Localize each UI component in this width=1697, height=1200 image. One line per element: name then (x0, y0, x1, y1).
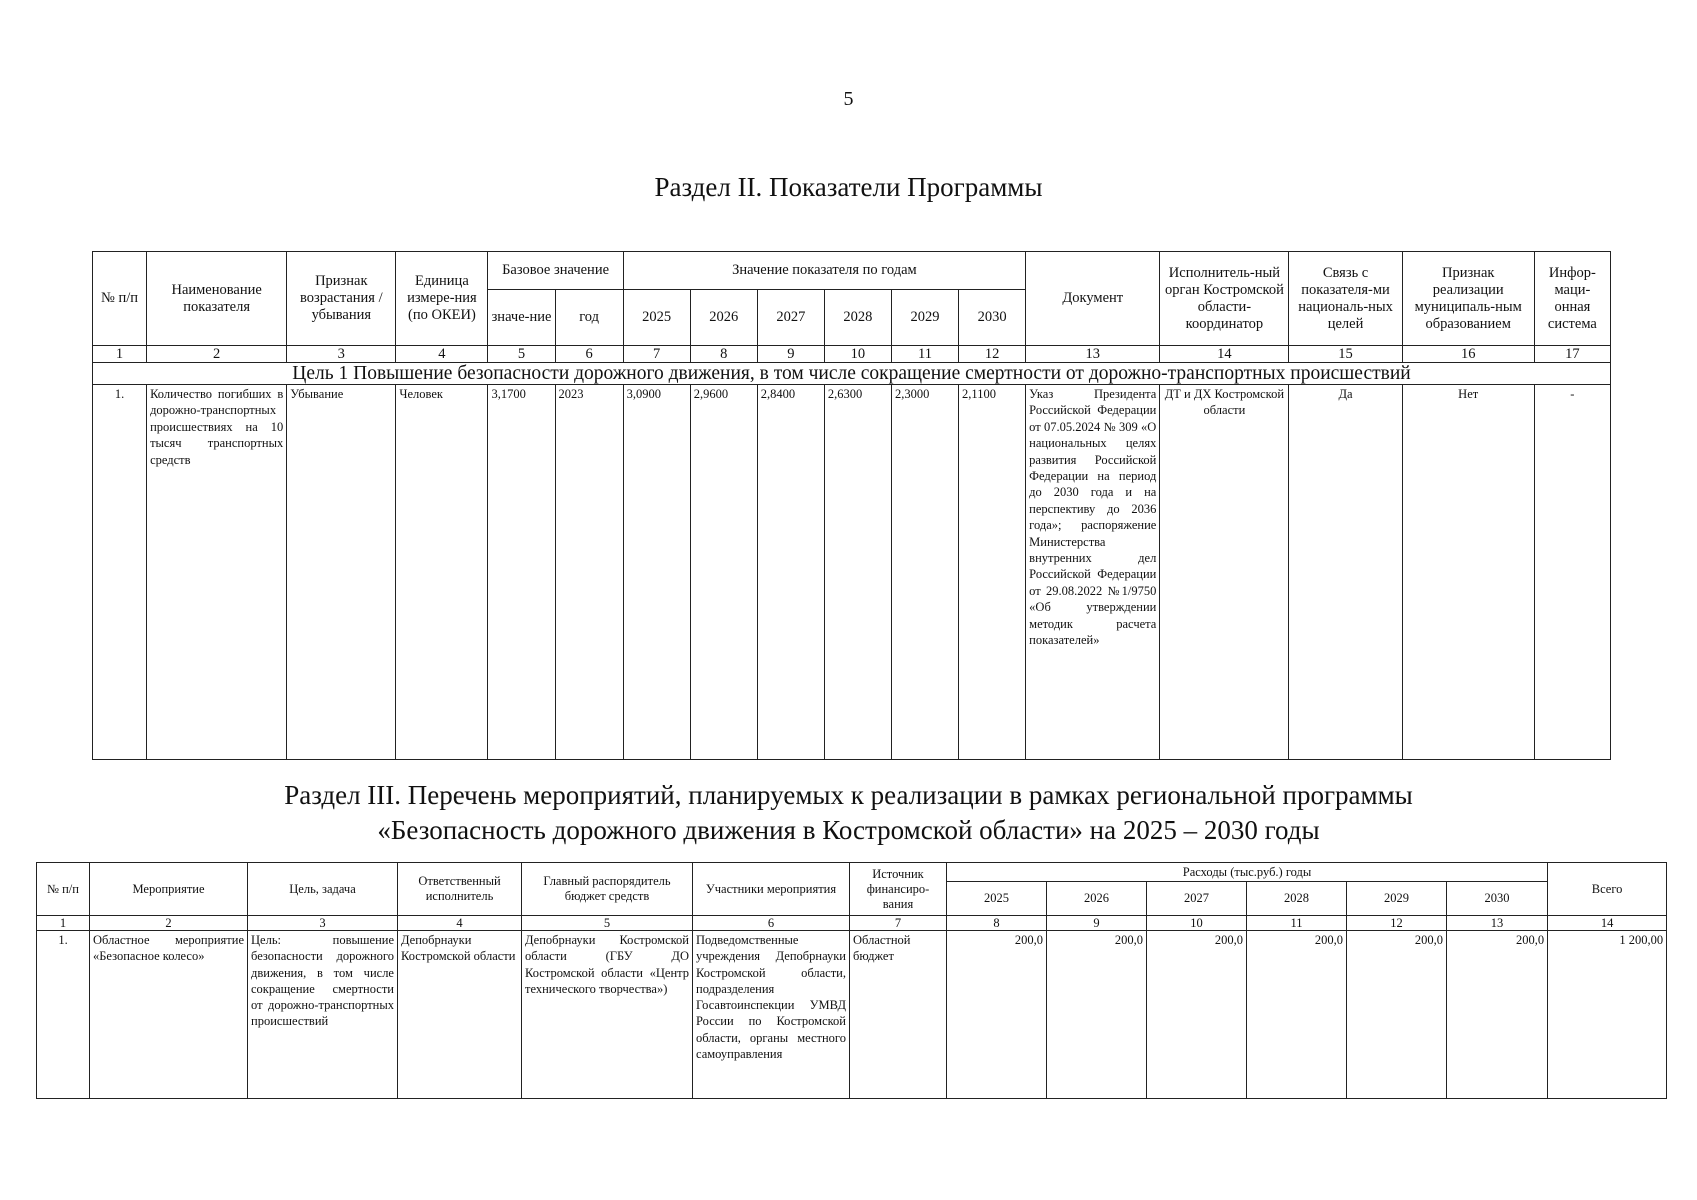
row-value: 200,0 (1247, 931, 1347, 1099)
row-num: 1. (93, 385, 147, 760)
row-info: - (1534, 385, 1610, 760)
row-unit: Человек (396, 385, 488, 760)
row-executive: ДТ и ДХ Костромской области (1160, 385, 1289, 760)
header-year: 2029 (1347, 882, 1447, 916)
column-number: 14 (1160, 346, 1289, 363)
header-num: № п/п (37, 863, 90, 916)
header-year: 2027 (757, 290, 824, 346)
header-by-years: Значение показателя по годам (623, 252, 1026, 290)
column-number: 15 (1289, 346, 1402, 363)
column-number: 5 (522, 916, 693, 931)
column-number: 1 (37, 916, 90, 931)
header-base-value: значе-ние (488, 290, 555, 346)
row-total: 1 200,00 (1548, 931, 1667, 1099)
header-responsible: Ответственный исполнитель (398, 863, 522, 916)
header-sign: Признак возрастания / убывания (287, 252, 396, 346)
row-responsible: Депобрнауки Костромской области (398, 931, 522, 1099)
row-value: 2,8400 (757, 385, 824, 760)
column-number: 8 (947, 916, 1047, 931)
header-year: 2027 (1147, 882, 1247, 916)
row-num: 1. (37, 931, 90, 1099)
header-manager: Главный распорядитель бюджет средств (522, 863, 693, 916)
header-year: 2026 (1047, 882, 1147, 916)
column-number: 7 (850, 916, 947, 931)
column-number: 14 (1548, 916, 1667, 931)
header-num: № п/п (93, 252, 147, 346)
header-municipal: Признак реализации муниципаль-ным образованием (1402, 252, 1534, 346)
row-value: 3,0900 (623, 385, 690, 760)
row-value: 2,1100 (959, 385, 1026, 760)
row-value: 200,0 (1347, 931, 1447, 1099)
column-number: 10 (1147, 916, 1247, 931)
header-info: Инфор-маци-онная система (1534, 252, 1610, 346)
header-executive: Исполнитель-ный орган Костромской области-координатор (1160, 252, 1289, 346)
column-number: 7 (623, 346, 690, 363)
header-unit: Единица измере-ния (по ОКЕИ) (396, 252, 488, 346)
row-value: 200,0 (947, 931, 1047, 1099)
header-base: Базовое значение (488, 252, 623, 290)
row-event: Областное мероприятие «Безопасное колесо» (90, 931, 248, 1099)
column-number: 2 (90, 916, 248, 931)
goal-row: Цель 1 Повышение безопасности дорожного движения, в том числе сокращение смертности от дорожно-транспортных происшествий (93, 363, 1611, 385)
row-value: 200,0 (1147, 931, 1247, 1099)
row-base-value: 3,1700 (488, 385, 555, 760)
row-goal: Цель: повышение безопасности дорожного движения, в том числе сокращение смертности от дорожно-транспортных происшествий (248, 931, 398, 1099)
column-number: 3 (248, 916, 398, 931)
column-number: 12 (959, 346, 1026, 363)
header-source: Источник финансиро-вания (850, 863, 947, 916)
header-year: 2030 (1447, 882, 1548, 916)
column-number: 11 (1247, 916, 1347, 931)
column-number: 10 (824, 346, 891, 363)
header-goal: Цель, задача (248, 863, 398, 916)
row-name: Количество погибших в дорожно-транспортных происшествиях на 10 тысяч транспортных средств (147, 385, 287, 760)
row-value: 200,0 (1047, 931, 1147, 1099)
header-year: 2025 (623, 290, 690, 346)
column-number: 4 (396, 346, 488, 363)
column-number: 1 (93, 346, 147, 363)
header-year: 2030 (959, 290, 1026, 346)
header-year: 2026 (690, 290, 757, 346)
row-link: Да (1289, 385, 1402, 760)
header-participants: Участники мероприятия (693, 863, 850, 916)
header-base-year: год (555, 290, 623, 346)
row-value: 2,3000 (891, 385, 958, 760)
table-row (93, 385, 1611, 760)
row-document: Указ Президента Российской Федерации от 07.05.2024 № 309 «О национальных целях развития Российской Федерации на период до 2030 года и на перспективу до 2036 года»; распоряжение Министерства внутренних дел Российской Федерации от 29.08.2022 №1/9750 «Об утверждении методик расчета показателей» (1026, 385, 1160, 760)
column-number: 6 (555, 346, 623, 363)
row-participants: Подведомственные учреждения Депобрнауки Костромской области, подразделения Госавтоинспекции УМВД России по Костромской области, органы местного самоуправления (693, 931, 850, 1099)
header-expenses: Расходы (тыс.руб.) годы (947, 863, 1548, 882)
column-number: 8 (690, 346, 757, 363)
row-source: Областной бюджет (850, 931, 947, 1099)
column-number: 13 (1447, 916, 1548, 931)
row-sign: Убывание (287, 385, 396, 760)
section-3-title-line-1: Раздел III. Перечень мероприятий, планируемых к реализации в рамках региональной программы (284, 780, 1413, 810)
header-event: Мероприятие (90, 863, 248, 916)
header-name: Наименование показателя (147, 252, 287, 346)
indicators-table (92, 251, 1611, 760)
table-row (37, 931, 1667, 1099)
column-number: 2 (147, 346, 287, 363)
column-number: 12 (1347, 916, 1447, 931)
column-number: 13 (1026, 346, 1160, 363)
column-number: 5 (488, 346, 555, 363)
page-number: 5 (843, 88, 854, 110)
events-table (36, 862, 1667, 1099)
column-number: 4 (398, 916, 522, 931)
column-number: 9 (757, 346, 824, 363)
row-value: 2,9600 (690, 385, 757, 760)
header-year: 2025 (947, 882, 1047, 916)
column-number: 11 (891, 346, 958, 363)
header-year: 2028 (824, 290, 891, 346)
column-number: 9 (1047, 916, 1147, 931)
row-municipal: Нет (1402, 385, 1534, 760)
header-year: 2028 (1247, 882, 1347, 916)
header-link: Связь с показателя-ми националь-ных целей (1289, 252, 1402, 346)
header-year: 2029 (891, 290, 958, 346)
section-3-title-line-2: «Безопасность дорожного движения в Костромской области» на 2025 – 2030 годы (377, 815, 1320, 845)
section-3-title (0, 778, 1697, 848)
column-number: 3 (287, 346, 396, 363)
column-number: 6 (693, 916, 850, 931)
column-number: 16 (1402, 346, 1534, 363)
row-value: 200,0 (1447, 931, 1548, 1099)
row-base-year: 2023 (555, 385, 623, 760)
row-manager: Депобрнауки Костромской области (ГБУ ДО Костромской области «Центр технического творчества») (522, 931, 693, 1099)
row-value: 2,6300 (824, 385, 891, 760)
header-total: Всего (1548, 863, 1667, 916)
header-document: Документ (1026, 252, 1160, 346)
section-2-title: Раздел II. Показатели Программы (654, 172, 1043, 202)
column-number: 17 (1534, 346, 1610, 363)
